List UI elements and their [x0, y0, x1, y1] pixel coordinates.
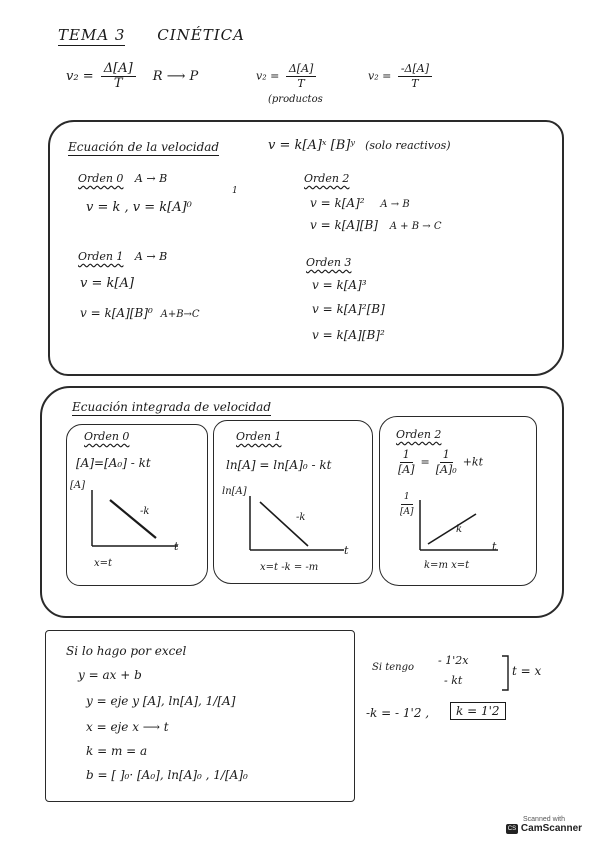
topic-name: CINÉTICA — [157, 26, 245, 44]
excel-line3: y = eje y [A], ln[A], 1/[A] — [86, 694, 236, 708]
rate-law-section — [48, 120, 564, 376]
order3-header — [306, 256, 351, 269]
order2-eq1-reaction: A → B — [380, 199, 410, 210]
int-order1-graph — [244, 496, 354, 556]
order0-superscript: 1 — [232, 186, 238, 196]
int-order2-fit: k=m x=t — [424, 560, 470, 571]
int-order2-slope: k — [456, 524, 463, 535]
order2-eq1-row — [310, 196, 410, 210]
int-order2-rhs-num: 1 — [440, 448, 453, 463]
int-order0-ylabel: [A] — [70, 480, 86, 491]
order3-eq2: v = k[A]²[B] — [312, 302, 385, 316]
order2-eq2: v = k[A][B] — [310, 218, 378, 232]
int-order1-eq: ln[A] = ln[A]₀ - kt — [226, 458, 332, 472]
order2-eq1: v = k[A]² — [310, 196, 365, 210]
order1-eq2-reaction: A+B→C — [160, 309, 200, 320]
rate-def-1 — [66, 62, 198, 91]
scanner-watermark-row — [506, 823, 582, 834]
order1-eq2: v = k[A][B]⁰ — [80, 306, 153, 320]
int-order1-label-text: Orden 1 — [236, 430, 282, 443]
rate-def-2-note: (productos — [268, 94, 323, 105]
side-note-eq: -k = - 1'2 , — [366, 706, 430, 720]
int-order2-label-text: Orden 2 — [396, 428, 442, 441]
rate-def-3-num: -Δ[A] — [398, 62, 432, 77]
order1-header — [78, 250, 167, 263]
rate-def-3-fraction — [398, 62, 432, 91]
int-order2-xlabel: t — [492, 540, 497, 553]
int-order2-eq: $\frac{1}{[A]}$ = $\frac{1}{\text{[A]₀}}$ +kt — [392, 448, 483, 477]
rate-def-3 — [368, 62, 435, 91]
integrated-heading — [72, 400, 271, 414]
rate-def-2-fraction — [286, 62, 316, 91]
rate-def-3-den: T — [411, 77, 419, 90]
side-note-bracket — [500, 654, 512, 694]
int-order1-xlabel: t — [344, 544, 349, 557]
scanner-watermark-top: Scanned with — [522, 816, 566, 823]
side-note-prefix: Si tengo — [372, 662, 415, 673]
int-order0-label — [84, 430, 129, 443]
order2-eq2-reaction: A + B → C — [389, 221, 442, 232]
order2-label: Orden 2 — [304, 172, 350, 185]
excel-line2: y = ax + b — [78, 668, 142, 682]
int-order2-lhs-frac — [395, 448, 418, 477]
rate-def-2 — [256, 62, 319, 91]
order2-eq2-row — [310, 218, 441, 232]
order3-eq1: v = k[A]³ — [312, 278, 367, 292]
rate-def-1-num: Δ[A] — [101, 62, 136, 77]
int-order0-graph — [86, 490, 186, 552]
excel-line4: x = eje x ⟶ t — [86, 720, 169, 734]
int-order0-label-text: Orden 0 — [84, 430, 130, 443]
order1-eq1: v = k[A] — [80, 276, 134, 291]
int-order0-slope: -k — [140, 506, 150, 517]
int-order0-eq: [A]=[A₀] - kt — [76, 456, 151, 470]
rate-law-general — [268, 138, 451, 153]
excel-line1: Si lo hago por excel — [66, 644, 187, 658]
side-note-boxed-result: k = 1'2 — [450, 702, 506, 720]
int-order2-lhs-num: 1 — [400, 448, 413, 463]
rate-def-1-lhs: v₂ = — [66, 69, 94, 84]
scanner-watermark — [502, 810, 586, 840]
int-order1-slope: -k — [296, 512, 306, 523]
rate-def-2-den: T — [297, 77, 305, 90]
order3-eq3: v = k[A][B]² — [312, 328, 385, 342]
side-note-val1: - 1'2x — [438, 654, 469, 667]
int-order2-lhs-den: [A] — [398, 463, 415, 476]
page-title — [58, 26, 245, 44]
rate-law-heading-text: Ecuación de la velocidad — [68, 140, 220, 154]
order3-label: Orden 3 — [306, 256, 352, 269]
order2-header — [304, 172, 349, 185]
rate-law-general-eq: v = k[A]ˣ [B]ʸ — [268, 138, 355, 153]
int-order1-label — [236, 430, 281, 443]
order1-reaction: A → B — [134, 250, 168, 263]
int-order1-fit: x=t -k = -m — [260, 562, 319, 573]
order0-eq: v = k , v = k[A]⁰ — [86, 200, 192, 215]
scanner-watermark-name: CamScanner — [520, 823, 583, 834]
camscanner-logo-icon: CS — [507, 825, 517, 832]
excel-line5: k = m = a — [86, 744, 148, 758]
int-order2-ylabel-num: 1 — [401, 490, 413, 505]
topic-number: TEMA 3 — [58, 26, 126, 44]
rate-def-2-lhs: v₂ = — [256, 69, 280, 83]
int-order2-label — [396, 428, 441, 441]
excel-line6: b = [ ]₀· [A₀], ln[A]₀ , 1/[A]₀ — [86, 768, 248, 782]
rate-def-1-den: T — [113, 76, 123, 91]
int-order0-fit: x=t — [94, 558, 113, 569]
int-order2-rhs-den: [A]₀ — [435, 463, 457, 476]
int-order2-eq-tail: +kt — [462, 455, 483, 469]
int-order0-xlabel: t — [174, 540, 179, 553]
rate-law-note: (solo reactivos) — [365, 139, 451, 152]
side-note-result: t = x — [512, 664, 542, 678]
int-order1-ylabel: ln[A] — [222, 486, 247, 497]
integrated-heading-text: Ecuación integrada de velocidad — [72, 400, 272, 414]
int-order2-ylabel-den: [A] — [400, 507, 414, 517]
rate-def-1-reaction: R ⟶ P — [152, 69, 199, 84]
order0-label: Orden 0 — [78, 172, 124, 185]
side-note-val2: - kt — [444, 674, 463, 687]
order0-header — [78, 172, 167, 185]
rate-def-3-lhs: v₂ = — [368, 69, 392, 83]
rate-law-heading — [68, 140, 219, 154]
order1-label: Orden 1 — [78, 250, 124, 263]
int-order2-rhs-frac — [433, 448, 460, 477]
order0-reaction: A → B — [134, 172, 168, 185]
order1-eq2-row — [80, 306, 200, 320]
rate-def-2-num: Δ[A] — [286, 62, 316, 77]
rate-def-1-fraction — [101, 62, 136, 91]
int-order2-graph — [414, 500, 514, 556]
